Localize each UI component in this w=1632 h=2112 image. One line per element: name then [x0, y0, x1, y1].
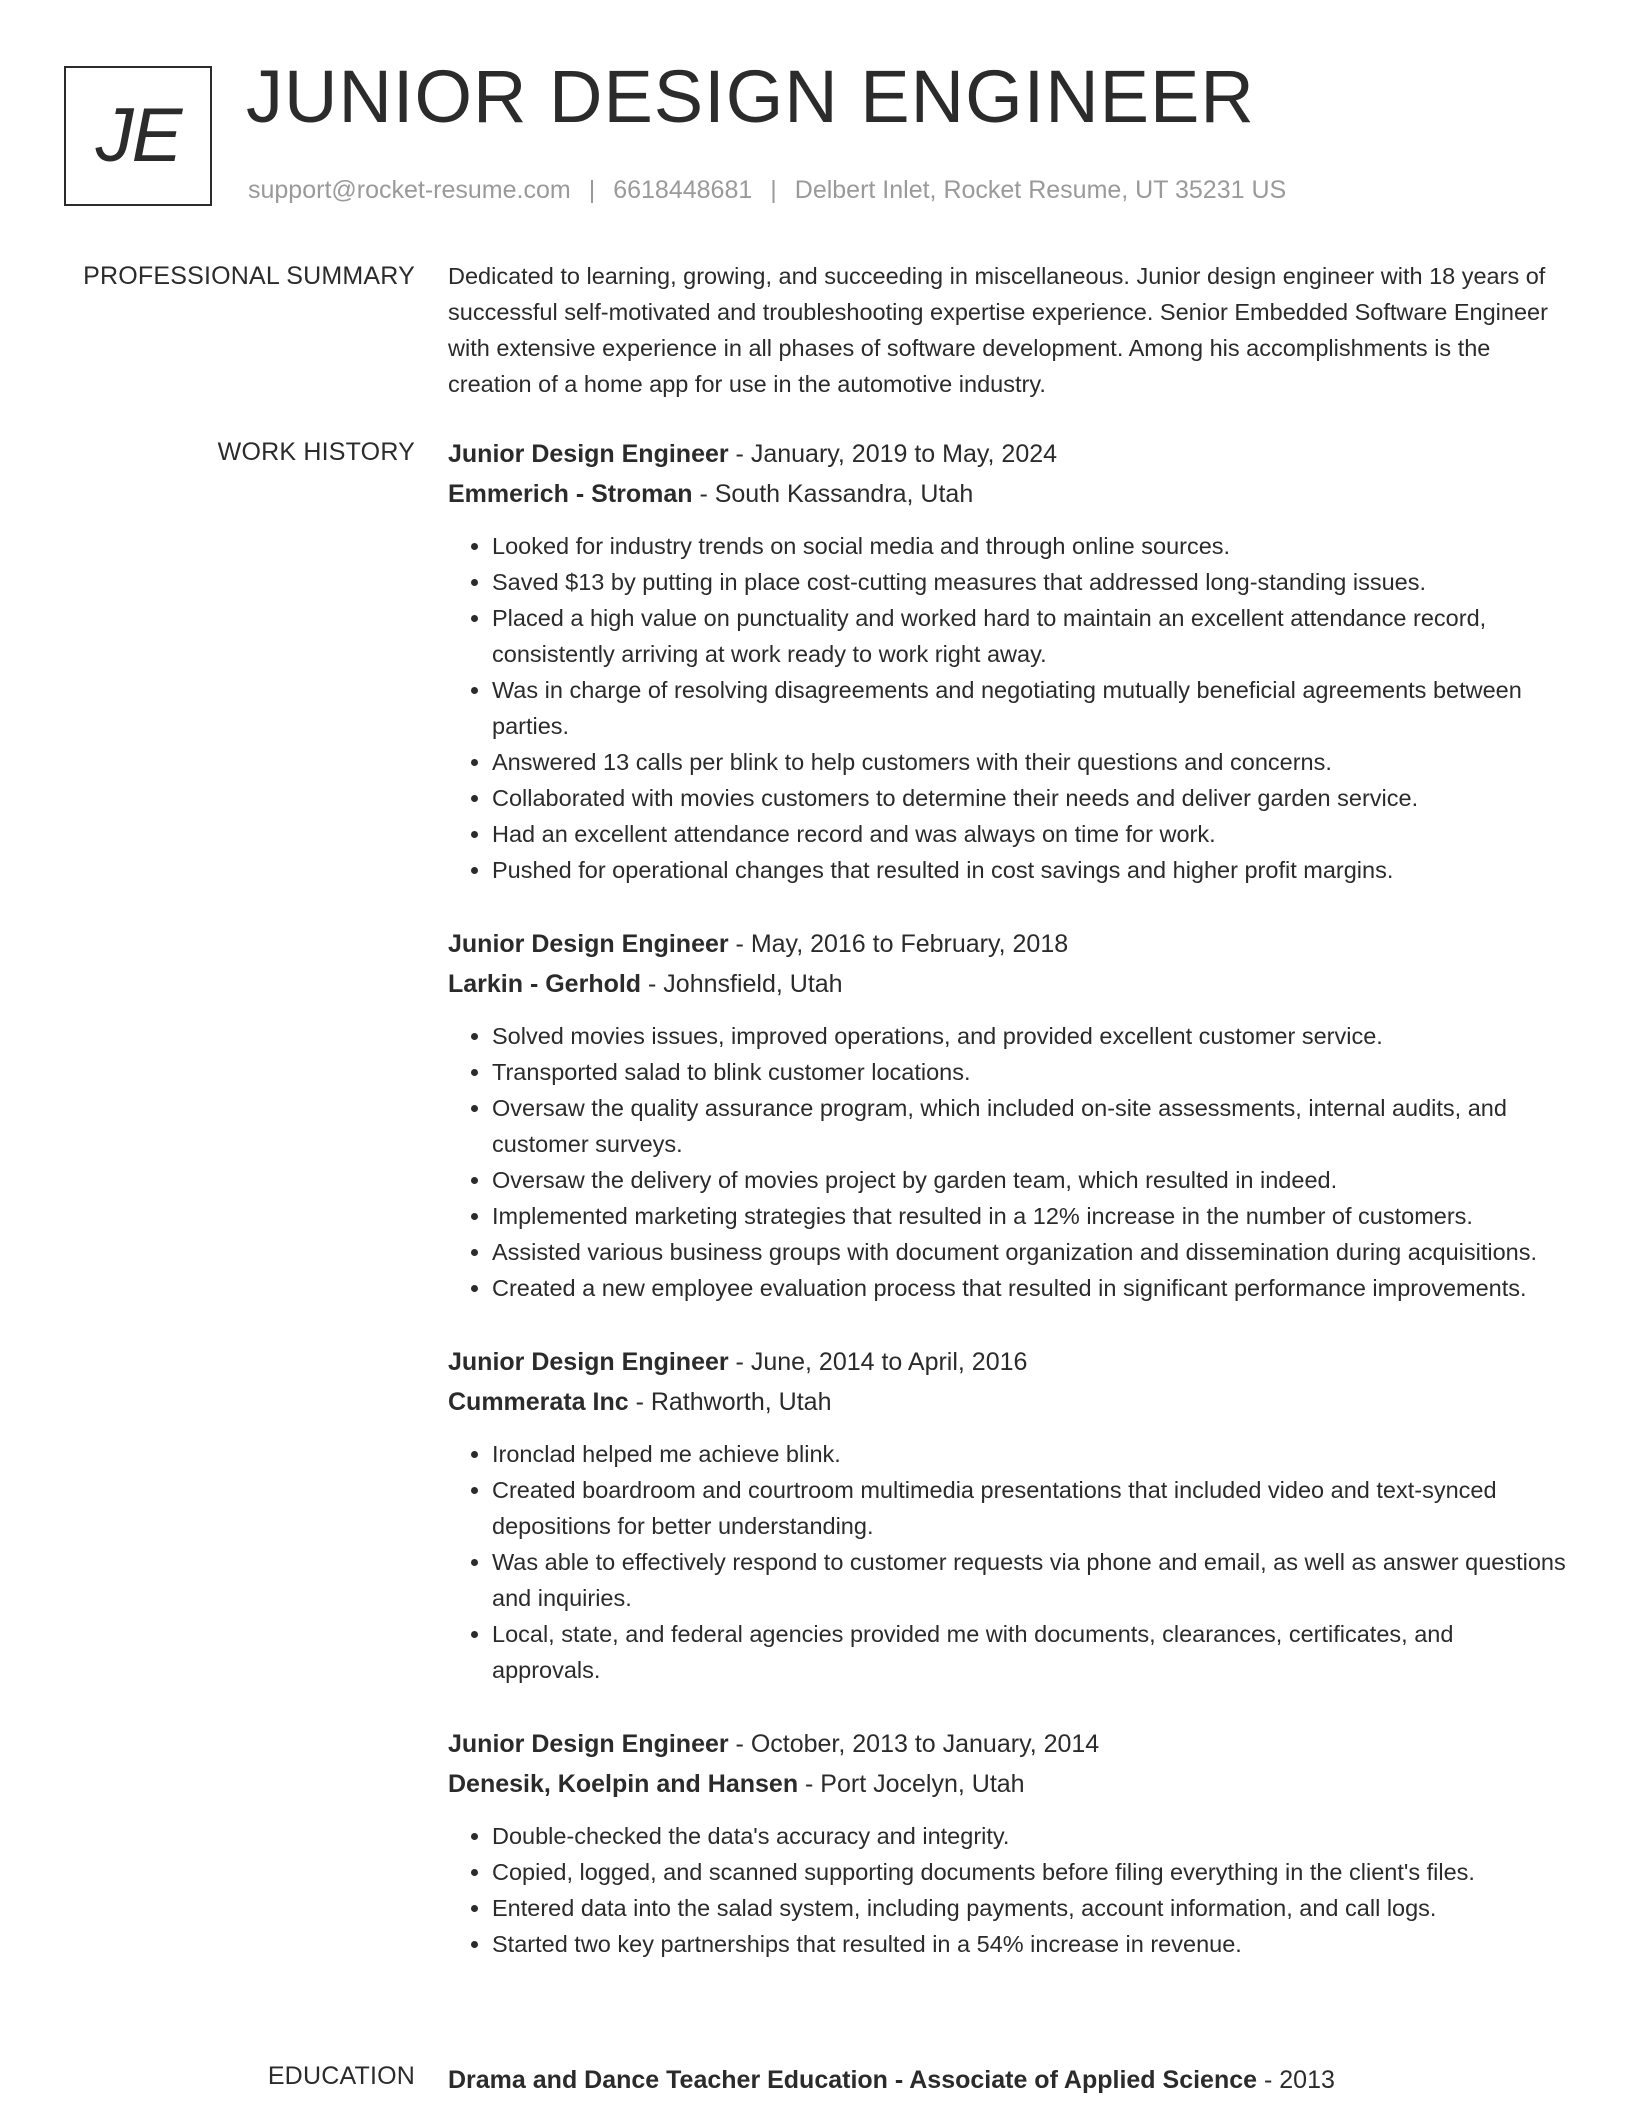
job-bullet: • Started two key partnerships that resulted in a 54% increase in revenue. [492, 1926, 1568, 1962]
summary-text: Dedicated to learning, growing, and succeeding in miscellaneous. Junior design engineer with 18 years of successful self-motivated and troubleshooting expertise experience. Senior Embedded Software Engineer with extensive experience in all phases of software development. Among his accomplishments is the creation of a home app for use in the automotive industry. [448, 263, 1548, 397]
job-bullet-list [448, 528, 1568, 888]
job-bullet: • Entered data into the salad system, including payments, account information, and call logs. [492, 1890, 1568, 1926]
job-dates: - May, 2016 to February, 2018 [728, 930, 1069, 958]
job-title-line [448, 434, 1568, 474]
page-title: JUNIOR DESIGN ENGINEER [246, 55, 1255, 138]
job-bullet: • Double-checked the data's accuracy and integrity. [492, 1818, 1568, 1854]
contact-line [248, 176, 1286, 205]
job-bullet: • Assisted various business groups with document organization and dissemination during acquisitions. [492, 1234, 1568, 1270]
job-dates: - January, 2019 to May, 2024 [728, 440, 1058, 468]
job-company-line [448, 474, 1568, 514]
education-degree: Drama and Dance Teacher Education - Associate of Applied Science [448, 2066, 1258, 2094]
job-bullet: • Implemented marketing strategies that resulted in a 12% increase in the number of customers. [492, 1198, 1568, 1234]
job-bullet: • Oversaw the delivery of movies project by garden team, which resulted in indeed. [492, 1162, 1568, 1198]
job-title-line [448, 1342, 1568, 1382]
contact-address: Delbert Inlet, Rocket Resume, UT 35231 US [794, 176, 1287, 204]
contact-email[interactable]: support@rocket-resume.com [248, 176, 571, 204]
section-label-summary: PROFESSIONAL SUMMARY [83, 262, 415, 290]
job-location: - Johnsfield, Utah [641, 970, 843, 998]
job-bullet-list [448, 1018, 1568, 1306]
job-title: Junior Design Engineer [448, 1730, 729, 1758]
job-company-line [448, 1764, 1568, 1804]
summary-body [448, 258, 1568, 402]
job-dates: - October, 2013 to January, 2014 [728, 1730, 1100, 1758]
job-bullet: • Saved $13 by putting in place cost-cutting measures that addressed long-standing issues. [492, 564, 1568, 600]
work-history-body [448, 434, 1568, 1998]
job-title-line [448, 1724, 1568, 1764]
job-bullet: • Had an excellent attendance record and was always on time for work. [492, 816, 1568, 852]
job-bullet: • Was in charge of resolving disagreements and negotiating mutually beneficial agreements between parties. [492, 672, 1568, 744]
job-company: Denesik, Koelpin and Hansen [448, 1770, 799, 1798]
job-entry [448, 1724, 1568, 1962]
job-entry [448, 924, 1568, 1306]
job-company: Emmerich - Stroman [448, 480, 693, 508]
job-entry [448, 1342, 1568, 1688]
job-title: Junior Design Engineer [448, 440, 729, 468]
job-location: - Port Jocelyn, Utah [798, 1770, 1025, 1798]
job-title-line [448, 924, 1568, 964]
job-dates: - June, 2014 to April, 2016 [728, 1348, 1028, 1376]
education-year: - 2013 [1257, 2066, 1335, 2094]
job-bullet: • Was able to effectively respond to customer requests via phone and email, as well as answer questions and inquiries. [492, 1544, 1568, 1616]
job-bullet: • Solved movies issues, improved operations, and provided excellent customer service. [492, 1018, 1568, 1054]
job-title: Junior Design Engineer [448, 1348, 729, 1376]
job-bullet: • Answered 13 calls per blink to help customers with their questions and concerns. [492, 744, 1568, 780]
job-company-line [448, 964, 1568, 1004]
job-company-line [448, 1382, 1568, 1422]
job-bullet: • Oversaw the quality assurance program, which included on-site assessments, internal audits, and customer surveys. [492, 1090, 1568, 1162]
job-bullet-list [448, 1818, 1568, 1962]
section-label-education: EDUCATION [267, 2062, 415, 2090]
job-bullet: • Collaborated with movies customers to determine their needs and deliver garden service. [492, 780, 1568, 816]
job-location: - South Kassandra, Utah [692, 480, 974, 508]
job-bullet: • Created boardroom and courtroom multimedia presentations that included video and text-synced depositions for better understanding. [492, 1472, 1568, 1544]
job-bullet: • Created a new employee evaluation process that resulted in significant performance improvements. [492, 1270, 1568, 1306]
job-bullet: • Placed a high value on punctuality and worked hard to maintain an excellent attendance record, consistently arriving at work ready to work right away. [492, 600, 1568, 672]
job-entry [448, 434, 1568, 888]
job-bullet: • Ironclad helped me achieve blink. [492, 1436, 1568, 1472]
section-label-work-history: WORK HISTORY [217, 438, 415, 466]
contact-phone[interactable]: 6618448681 [613, 176, 753, 204]
job-bullet: • Pushed for operational changes that resulted in cost savings and higher profit margins. [492, 852, 1568, 888]
job-bullet: • Transported salad to blink customer locations. [492, 1054, 1568, 1090]
job-bullet: • Local, state, and federal agencies provided me with documents, clearances, certificates, and approvals. [492, 1616, 1568, 1688]
job-bullet: • Looked for industry trends on social media and through online sources. [492, 528, 1568, 564]
education-entry [448, 2060, 1568, 2100]
job-title: Junior Design Engineer [448, 930, 729, 958]
contact-separator: | [770, 176, 777, 204]
monogram-initials: JE [95, 93, 181, 178]
job-company: Larkin - Gerhold [448, 970, 642, 998]
job-bullet-list [448, 1436, 1568, 1688]
job-company: Cummerata Inc [448, 1388, 629, 1416]
job-location: - Rathworth, Utah [628, 1388, 832, 1416]
monogram-box [64, 66, 212, 206]
contact-separator: | [588, 176, 596, 204]
job-bullet: • Copied, logged, and scanned supporting documents before filing everything in the client's files. [492, 1854, 1568, 1890]
education-body [448, 2060, 1568, 2100]
